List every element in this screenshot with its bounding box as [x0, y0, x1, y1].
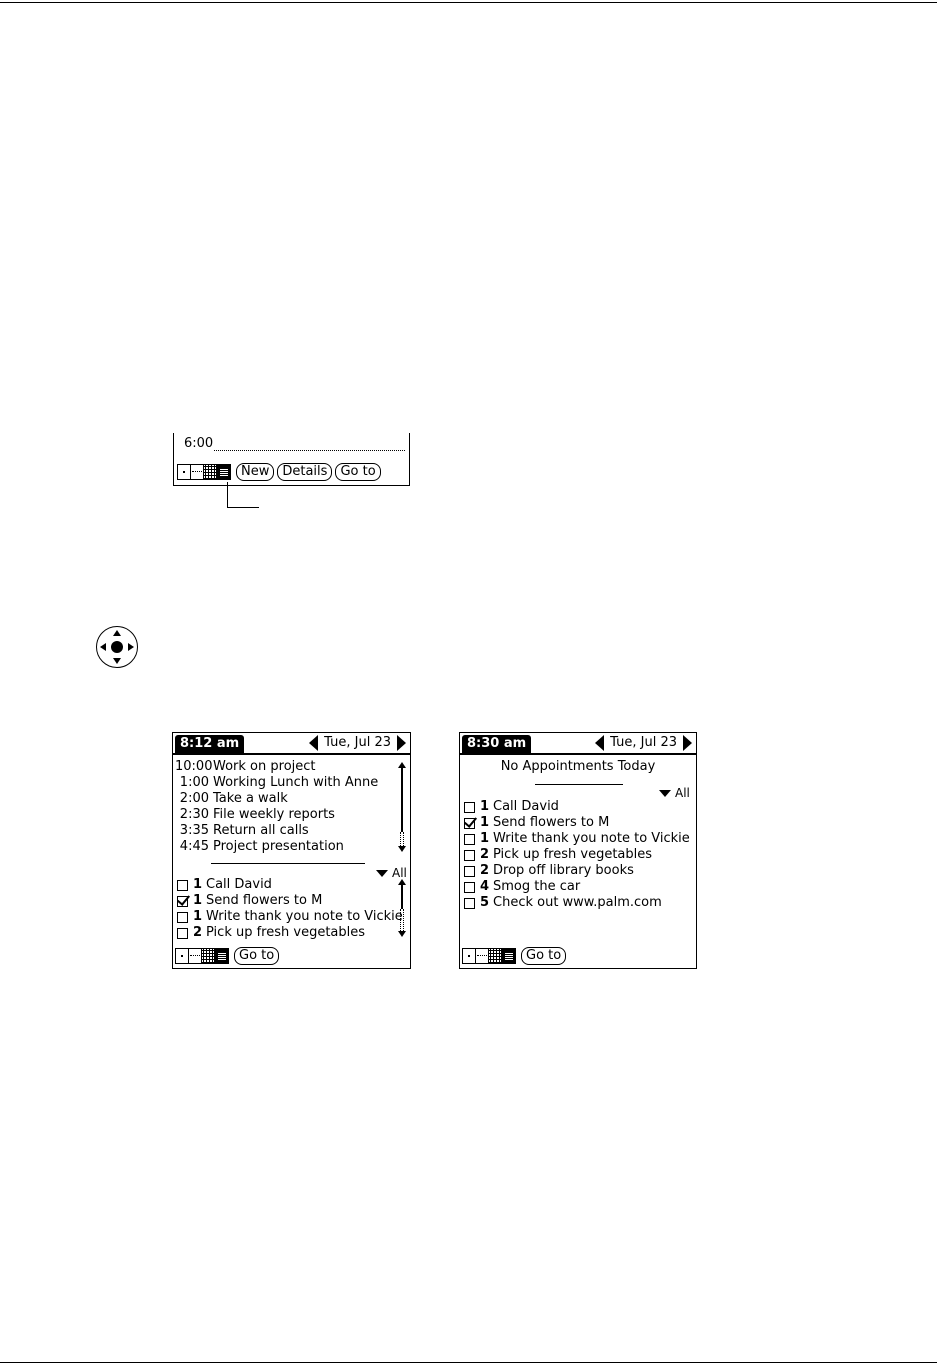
- view-selector: [175, 948, 229, 964]
- scroll-thumb[interactable]: [401, 885, 403, 909]
- todo-priority: 4: [480, 879, 490, 894]
- todo-item[interactable]: [464, 895, 662, 911]
- todo-item[interactable]: [464, 863, 634, 879]
- todo-text: Pick up fresh vegetables: [206, 925, 366, 940]
- day-view-icon[interactable]: [463, 949, 476, 963]
- todo-checkbox[interactable]: [464, 818, 475, 829]
- todo-text: Write thank you note to Vickie: [206, 909, 403, 924]
- todo-item[interactable]: [177, 909, 403, 925]
- todo-checkbox[interactable]: [177, 928, 188, 939]
- nav-right-arrow-icon: [128, 643, 134, 651]
- todo-priority: 2: [193, 925, 203, 940]
- date-navigator: [595, 734, 692, 752]
- appointments-scrollbar[interactable]: [398, 762, 406, 852]
- page-bottom-rule: [0, 1362, 937, 1363]
- dropdown-arrow-icon: [659, 790, 671, 797]
- month-view-icon[interactable]: [489, 949, 502, 963]
- appointment-time: 10:00: [175, 759, 213, 774]
- week-view-icon[interactable]: [476, 949, 489, 963]
- appointment-time: 4:45: [179, 839, 209, 854]
- day-view-icon[interactable]: [176, 949, 189, 963]
- appointment-text: Working Lunch with Anne: [213, 775, 379, 790]
- dropdown-arrow-icon: [376, 870, 388, 877]
- appointment-text: Work on project: [213, 759, 316, 774]
- agenda-view-screen: [172, 732, 411, 969]
- todo-text: Smog the car: [493, 879, 581, 894]
- agenda-view-icon[interactable]: [217, 465, 230, 479]
- scroll-thumb[interactable]: [401, 768, 403, 832]
- appointment-time: 3:35: [179, 823, 209, 838]
- appointment-row[interactable]: [175, 791, 288, 807]
- todo-text: Drop off library books: [493, 863, 634, 878]
- agenda-view-screen-no-appointments: [459, 732, 697, 969]
- todo-item[interactable]: [464, 847, 652, 863]
- day-view-crop: [173, 433, 410, 486]
- view-selector: [462, 948, 516, 964]
- bottom-bar: [177, 463, 381, 481]
- nav-down-arrow-icon: [113, 658, 121, 664]
- todo-priority: 1: [480, 799, 490, 814]
- todo-priority: 1: [193, 877, 203, 892]
- todo-item[interactable]: [464, 799, 559, 815]
- section-divider: [535, 784, 623, 785]
- scroll-down-arrow-icon[interactable]: [398, 846, 406, 852]
- category-filter-label: All: [675, 786, 690, 800]
- scroll-track: [400, 832, 404, 846]
- nav-up-arrow-icon: [113, 630, 121, 636]
- nav-select-button-icon: [111, 641, 123, 653]
- week-view-icon[interactable]: [189, 949, 202, 963]
- todo-checkbox[interactable]: [464, 882, 475, 893]
- category-filter-label: All: [392, 866, 407, 880]
- todo-item[interactable]: [464, 831, 690, 847]
- five-way-navigator-icon: [96, 626, 138, 668]
- todo-checkbox[interactable]: [464, 850, 475, 861]
- time-slot-line[interactable]: [214, 450, 405, 451]
- todo-text: Call David: [206, 877, 272, 892]
- no-appointments-message: No Appointments Today: [500, 759, 656, 774]
- todo-checkbox[interactable]: [464, 898, 475, 909]
- todo-item[interactable]: [177, 893, 322, 909]
- clock-tab[interactable]: 8:12 am: [175, 735, 244, 753]
- appointment-text: Project presentation: [213, 839, 344, 854]
- todo-item[interactable]: [464, 815, 609, 831]
- appointment-row[interactable]: [175, 759, 316, 775]
- todo-priority: 1: [193, 893, 203, 908]
- todo-priority: 2: [480, 847, 490, 862]
- week-view-icon[interactable]: [191, 465, 204, 479]
- todo-checkbox[interactable]: [464, 834, 475, 845]
- goto-button[interactable]: Go to: [335, 463, 380, 481]
- month-view-icon[interactable]: [204, 465, 217, 479]
- callout-line: [227, 482, 228, 508]
- todo-priority: 1: [480, 831, 490, 846]
- details-button[interactable]: Details: [277, 463, 332, 481]
- time-slot-label: 6:00: [184, 436, 214, 451]
- todo-text: Check out www.palm.com: [493, 895, 662, 910]
- appointment-time: 2:30: [179, 807, 209, 822]
- goto-button[interactable]: Go to: [234, 947, 279, 965]
- title-bar: [173, 733, 410, 755]
- todo-priority: 2: [480, 863, 490, 878]
- todo-priority: 1: [193, 909, 203, 924]
- todo-priority: 1: [480, 815, 490, 830]
- todo-checkbox[interactable]: [177, 896, 188, 907]
- goto-button[interactable]: Go to: [521, 947, 566, 965]
- appointment-time: 2:00: [179, 791, 209, 806]
- nav-left-arrow-icon: [100, 643, 106, 651]
- bottom-bar: [175, 947, 279, 965]
- appointment-row[interactable]: [175, 775, 378, 791]
- todo-item[interactable]: [464, 879, 580, 895]
- previous-day-arrow-icon[interactable]: [595, 735, 604, 751]
- appointment-text: File weekly reports: [213, 807, 335, 822]
- bottom-bar: [462, 947, 566, 965]
- title-bar: [460, 733, 696, 755]
- todo-text: Send flowers to M: [493, 815, 610, 830]
- previous-day-arrow-icon[interactable]: [309, 735, 318, 751]
- todo-text: Call David: [493, 799, 559, 814]
- todo-checkbox[interactable]: [177, 912, 188, 923]
- day-view-icon[interactable]: [178, 465, 191, 479]
- todo-text: Write thank you note to Vickie: [493, 831, 690, 846]
- todo-item[interactable]: [177, 925, 365, 941]
- scroll-track: [400, 909, 404, 931]
- todo-text: Send flowers to M: [206, 893, 323, 908]
- month-view-icon[interactable]: [202, 949, 215, 963]
- date-label: Tue, Jul 23: [610, 735, 677, 750]
- todo-text: Pick up fresh vegetables: [493, 847, 653, 862]
- todos-scrollbar[interactable]: [398, 879, 406, 939]
- page-top-rule: [0, 2, 937, 3]
- todo-checkbox[interactable]: [464, 866, 475, 877]
- scroll-down-arrow-icon[interactable]: [398, 931, 406, 937]
- agenda-view-icon[interactable]: [215, 949, 228, 963]
- agenda-view-icon[interactable]: [502, 949, 515, 963]
- callout-line: [227, 507, 259, 508]
- todo-item[interactable]: [177, 877, 272, 893]
- next-day-arrow-icon[interactable]: [397, 735, 406, 751]
- next-day-arrow-icon[interactable]: [683, 735, 692, 751]
- new-button[interactable]: New: [236, 463, 274, 481]
- appointment-row[interactable]: [175, 839, 344, 855]
- todo-priority: 5: [480, 895, 490, 910]
- appointment-row[interactable]: [175, 807, 335, 823]
- section-divider: [211, 863, 365, 864]
- appointment-text: Return all calls: [213, 823, 309, 838]
- view-selector: [177, 464, 231, 480]
- clock-tab[interactable]: 8:30 am: [462, 735, 531, 753]
- date-label: Tue, Jul 23: [324, 735, 391, 750]
- appointment-row[interactable]: [175, 823, 309, 839]
- todo-checkbox[interactable]: [177, 880, 188, 891]
- appointment-text: Take a walk: [213, 791, 288, 806]
- date-navigator: [309, 734, 406, 752]
- category-filter[interactable]: [659, 785, 690, 801]
- appointment-time: 1:00: [179, 775, 209, 790]
- todo-checkbox[interactable]: [464, 802, 475, 813]
